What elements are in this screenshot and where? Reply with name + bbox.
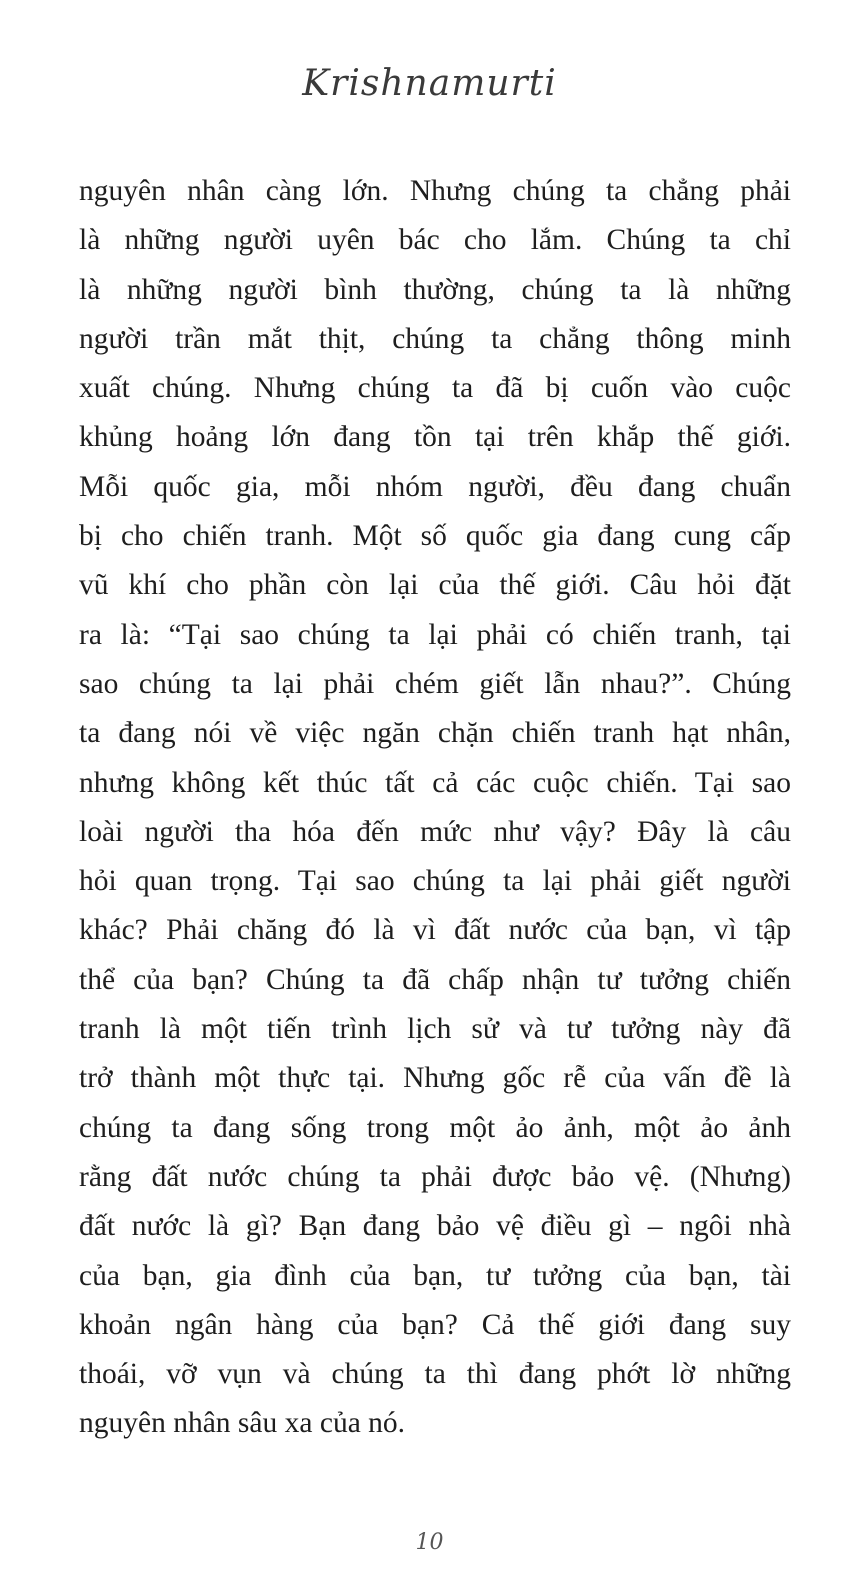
text-line: chúng ta đang sống trong một ảo ảnh, một ảo ảnh — [79, 1111, 791, 1144]
text-line: sao chúng ta lại phải chém giết lẫn nhau?”. Chúng — [79, 667, 791, 700]
text-line: bị cho chiến tranh. Một số quốc gia đang cung cấp — [79, 520, 791, 553]
text-line: ra là: “Tại sao chúng ta lại phải có chiến tranh, tại — [79, 618, 791, 651]
text-line: vũ khí cho phần còn lại của thế giới. Câu hỏi đặt — [79, 569, 791, 602]
text-line: Mỗi quốc gia, mỗi nhóm người, đều đang chuẩn — [79, 470, 791, 503]
text-line: khác? Phải chăng đó là vì đất nước của bạn, vì tập — [79, 914, 791, 947]
body-paragraph — [79, 167, 791, 1449]
text-line: ta đang nói về việc ngăn chặn chiến tranh hạt nhân, — [79, 717, 791, 750]
text-line: đất nước là gì? Bạn đang bảo vệ điều gì – ngôi nhà — [79, 1210, 791, 1243]
text-line: nhưng không kết thúc tất cả các cuộc chiến. Tại sao — [79, 766, 791, 799]
text-line: hỏi quan trọng. Tại sao chúng ta lại phải giết người — [79, 865, 791, 898]
text-line: nguyên nhân càng lớn. Nhưng chúng ta chẳng phải — [79, 175, 791, 207]
text-line: thể của bạn? Chúng ta đã chấp nhận tư tưởng chiến — [79, 963, 791, 996]
page-number: 10 — [415, 1530, 444, 1555]
text-line: người trần mắt thịt, chúng ta chẳng thông minh — [79, 322, 791, 355]
text-line: thoái, vỡ vụn và chúng ta thì đang phớt lờ những — [79, 1358, 791, 1391]
text-line: khủng hoảng lớn đang tồn tại trên khắp thế giới. — [79, 421, 791, 454]
text-line: khoản ngân hàng của bạn? Cả thế giới đang suy — [79, 1308, 791, 1341]
running-header-author: Krishnamurti — [302, 63, 557, 104]
text-line: xuất chúng. Nhưng chúng ta đã bị cuốn vào cuộc — [79, 372, 791, 405]
text-line: trở thành một thực tại. Nhưng gốc rễ của vấn đề là — [79, 1062, 791, 1095]
text-line: rằng đất nước chúng ta phải được bảo vệ. (Nhưng) — [79, 1160, 791, 1193]
text-line: là những người bình thường, chúng ta là những — [79, 273, 791, 306]
text-line-last: nguyên nhân sâu xa của nó. — [79, 1407, 406, 1440]
text-line: loài người tha hóa đến mức như vậy? Đây là câu — [79, 815, 791, 848]
text-line: tranh là một tiến trình lịch sử và tư tưởng này đã — [79, 1013, 791, 1046]
text-line: của bạn, gia đình của bạn, tư tưởng của bạn, tài — [79, 1259, 791, 1292]
text-line: là những người uyên bác cho lắm. Chúng ta chỉ — [79, 224, 791, 257]
